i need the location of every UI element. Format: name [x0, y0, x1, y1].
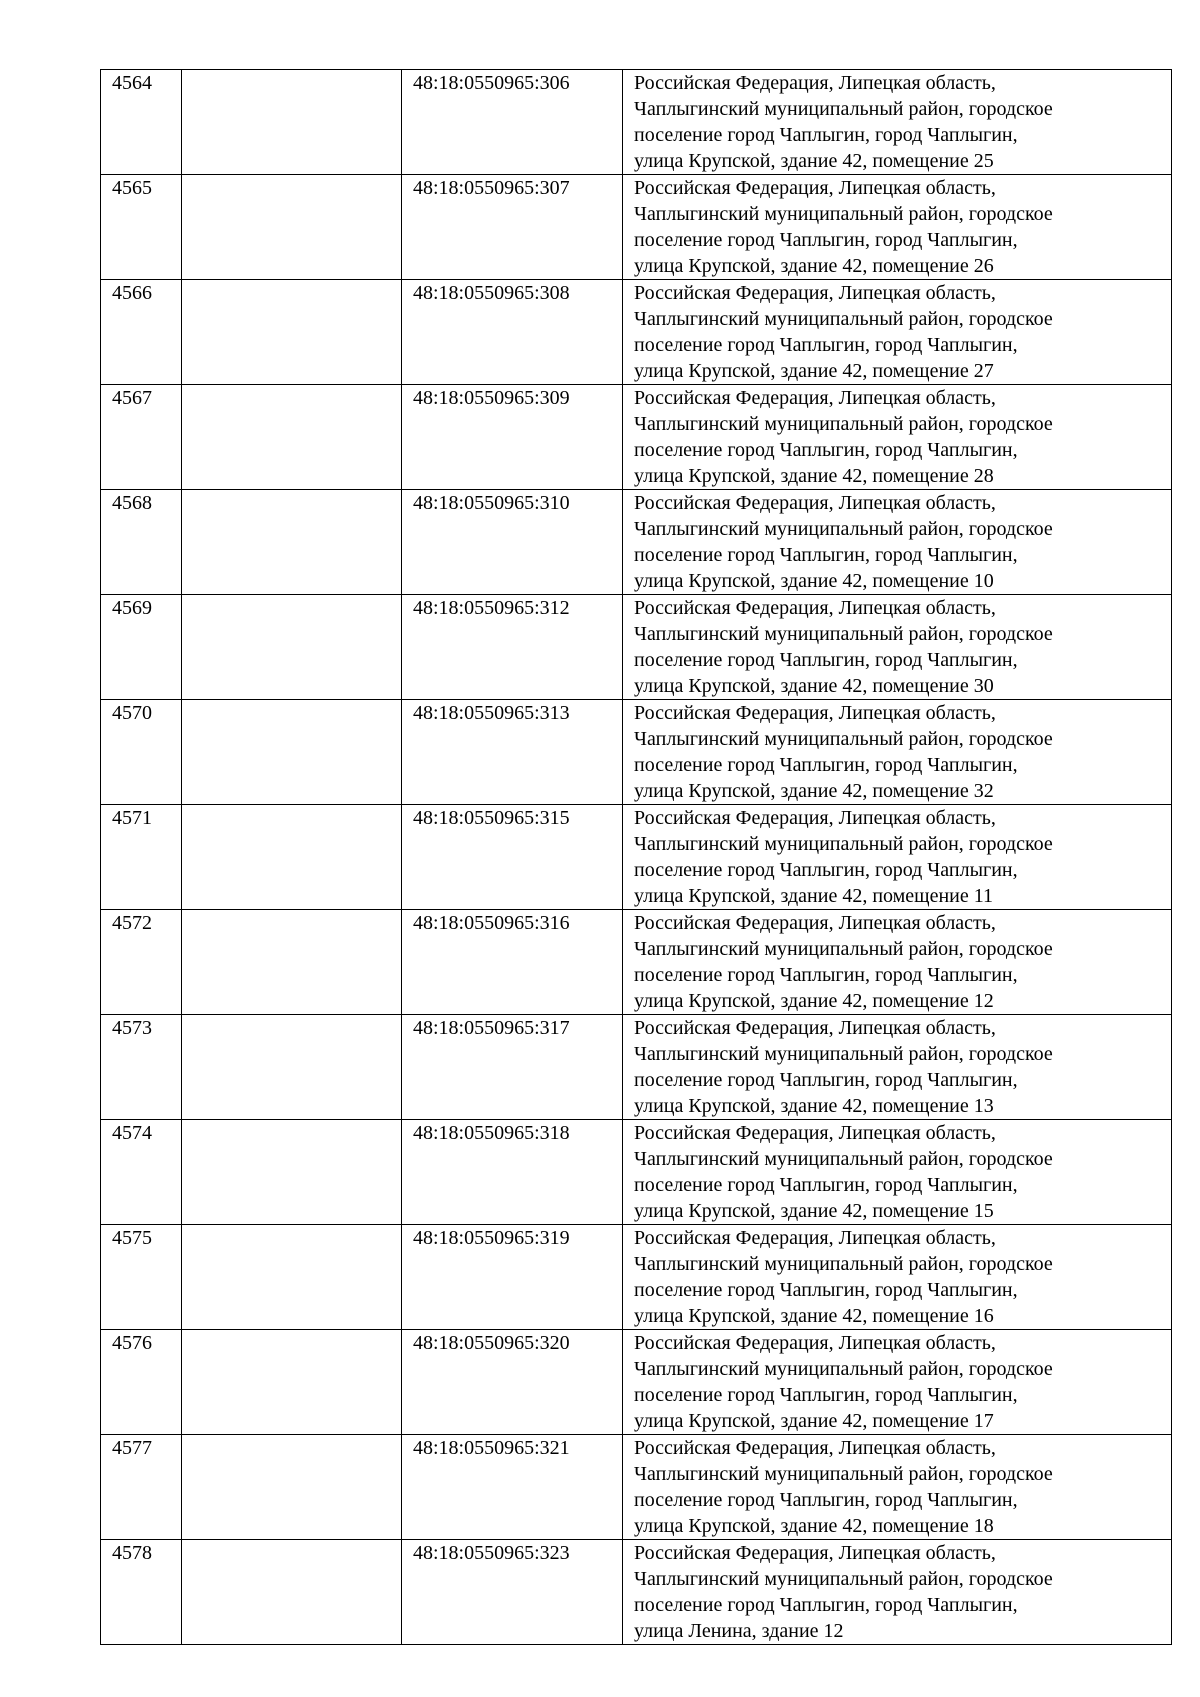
row-number-cell: 4567 [101, 385, 182, 490]
records-table-body [101, 70, 1172, 1645]
row-number-cell: 4566 [101, 280, 182, 385]
table-row [101, 385, 1172, 490]
cadastral-number-cell: 48:18:0550965:306 [402, 70, 623, 175]
address-cell: Российская Федерация, Липецкая область, Чаплыгинский муниципальный район, городское поселение город Чаплыгин, город Чаплыгин, улица Крупской, здание 42, помещение 32 [623, 700, 1172, 805]
table-row [101, 1225, 1172, 1330]
cadastral-number-cell: 48:18:0550965:318 [402, 1120, 623, 1225]
cadastral-number-cell: 48:18:0550965:307 [402, 175, 623, 280]
cadastral-number-cell: 48:18:0550965:323 [402, 1540, 623, 1645]
empty-cell [182, 175, 402, 280]
address-cell: Российская Федерация, Липецкая область, Чаплыгинский муниципальный район, городское поселение город Чаплыгин, город Чаплыгин, улица Крупской, здание 42, помещение 11 [623, 805, 1172, 910]
records-table [100, 69, 1172, 1645]
table-row [101, 595, 1172, 700]
table-row [101, 1540, 1172, 1645]
cadastral-number-cell: 48:18:0550965:310 [402, 490, 623, 595]
table-row [101, 910, 1172, 1015]
address-cell: Российская Федерация, Липецкая область, Чаплыгинский муниципальный район, городское поселение город Чаплыгин, город Чаплыгин, улица Крупской, здание 42, помещение 12 [623, 910, 1172, 1015]
cadastral-number-cell: 48:18:0550965:308 [402, 280, 623, 385]
address-cell: Российская Федерация, Липецкая область, Чаплыгинский муниципальный район, городское поселение город Чаплыгин, город Чаплыгин, улица Крупской, здание 42, помещение 28 [623, 385, 1172, 490]
address-cell: Российская Федерация, Липецкая область, Чаплыгинский муниципальный район, городское поселение город Чаплыгин, город Чаплыгин, улица Крупской, здание 42, помещение 15 [623, 1120, 1172, 1225]
empty-cell [182, 1330, 402, 1435]
empty-cell [182, 1225, 402, 1330]
address-cell: Российская Федерация, Липецкая область, Чаплыгинский муниципальный район, городское поселение город Чаплыгин, город Чаплыгин, улица Крупской, здание 42, помещение 10 [623, 490, 1172, 595]
empty-cell [182, 280, 402, 385]
table-row [101, 1435, 1172, 1540]
document-page [100, 69, 1172, 1645]
row-number-cell: 4570 [101, 700, 182, 805]
address-cell: Российская Федерация, Липецкая область, Чаплыгинский муниципальный район, городское поселение город Чаплыгин, город Чаплыгин, улица Крупской, здание 42, помещение 17 [623, 1330, 1172, 1435]
row-number-cell: 4571 [101, 805, 182, 910]
row-number-cell: 4573 [101, 1015, 182, 1120]
cadastral-number-cell: 48:18:0550965:321 [402, 1435, 623, 1540]
row-number-cell: 4572 [101, 910, 182, 1015]
empty-cell [182, 1120, 402, 1225]
table-row [101, 1120, 1172, 1225]
cadastral-number-cell: 48:18:0550965:315 [402, 805, 623, 910]
row-number-cell: 4574 [101, 1120, 182, 1225]
table-row [101, 175, 1172, 280]
cadastral-number-cell: 48:18:0550965:317 [402, 1015, 623, 1120]
row-number-cell: 4568 [101, 490, 182, 595]
empty-cell [182, 805, 402, 910]
empty-cell [182, 385, 402, 490]
address-cell: Российская Федерация, Липецкая область, Чаплыгинский муниципальный район, городское поселение город Чаплыгин, город Чаплыгин, улица Ленина, здание 12 [623, 1540, 1172, 1645]
empty-cell [182, 1015, 402, 1120]
table-row [101, 280, 1172, 385]
table-row [101, 70, 1172, 175]
table-row [101, 700, 1172, 805]
address-cell: Российская Федерация, Липецкая область, Чаплыгинский муниципальный район, городское поселение город Чаплыгин, город Чаплыгин, улица Крупской, здание 42, помещение 25 [623, 70, 1172, 175]
row-number-cell: 4575 [101, 1225, 182, 1330]
cadastral-number-cell: 48:18:0550965:316 [402, 910, 623, 1015]
table-row [101, 1330, 1172, 1435]
empty-cell [182, 595, 402, 700]
table-row [101, 1015, 1172, 1120]
cadastral-number-cell: 48:18:0550965:320 [402, 1330, 623, 1435]
table-row [101, 490, 1172, 595]
cadastral-number-cell: 48:18:0550965:312 [402, 595, 623, 700]
address-cell: Российская Федерация, Липецкая область, Чаплыгинский муниципальный район, городское поселение город Чаплыгин, город Чаплыгин, улица Крупской, здание 42, помещение 30 [623, 595, 1172, 700]
address-cell: Российская Федерация, Липецкая область, Чаплыгинский муниципальный район, городское поселение город Чаплыгин, город Чаплыгин, улица Крупской, здание 42, помещение 27 [623, 280, 1172, 385]
empty-cell [182, 1435, 402, 1540]
row-number-cell: 4569 [101, 595, 182, 700]
row-number-cell: 4577 [101, 1435, 182, 1540]
row-number-cell: 4565 [101, 175, 182, 280]
row-number-cell: 4564 [101, 70, 182, 175]
address-cell: Российская Федерация, Липецкая область, Чаплыгинский муниципальный район, городское поселение город Чаплыгин, город Чаплыгин, улица Крупской, здание 42, помещение 26 [623, 175, 1172, 280]
empty-cell [182, 700, 402, 805]
cadastral-number-cell: 48:18:0550965:309 [402, 385, 623, 490]
cadastral-number-cell: 48:18:0550965:313 [402, 700, 623, 805]
row-number-cell: 4578 [101, 1540, 182, 1645]
empty-cell [182, 70, 402, 175]
address-cell: Российская Федерация, Липецкая область, Чаплыгинский муниципальный район, городское поселение город Чаплыгин, город Чаплыгин, улица Крупской, здание 42, помещение 18 [623, 1435, 1172, 1540]
address-cell: Российская Федерация, Липецкая область, Чаплыгинский муниципальный район, городское поселение город Чаплыгин, город Чаплыгин, улица Крупской, здание 42, помещение 16 [623, 1225, 1172, 1330]
row-number-cell: 4576 [101, 1330, 182, 1435]
empty-cell [182, 910, 402, 1015]
table-row [101, 805, 1172, 910]
cadastral-number-cell: 48:18:0550965:319 [402, 1225, 623, 1330]
empty-cell [182, 1540, 402, 1645]
address-cell: Российская Федерация, Липецкая область, Чаплыгинский муниципальный район, городское поселение город Чаплыгин, город Чаплыгин, улица Крупской, здание 42, помещение 13 [623, 1015, 1172, 1120]
empty-cell [182, 490, 402, 595]
